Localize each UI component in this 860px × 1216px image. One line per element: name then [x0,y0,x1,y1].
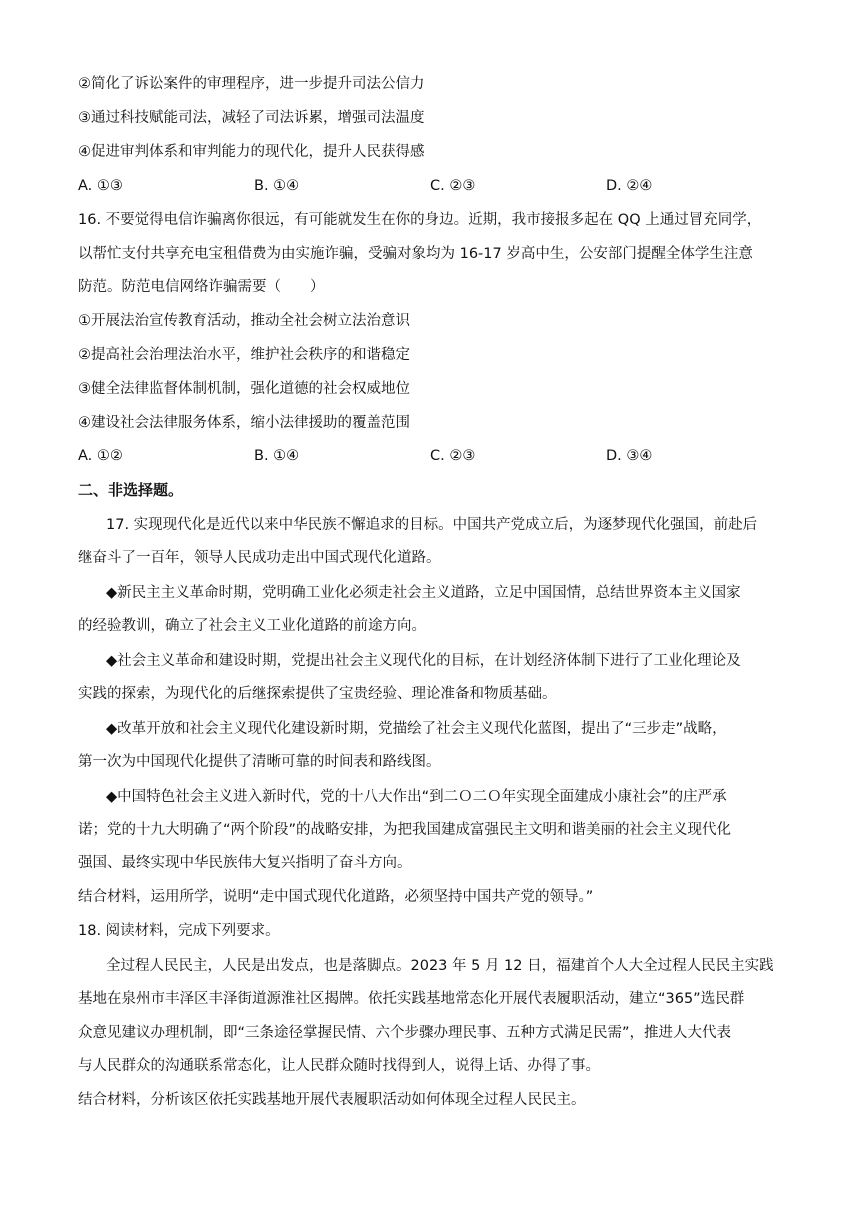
q18-line-1: 全过程人民民主，人民是出发点，也是落脚点。2023 年 5 月 12 日，福建首个人大全过程人民民主实践 [106,958,774,974]
q15-option-b: B. ①④ [254,178,300,194]
q16-stem-line-2: 以帮忙支付共享充电宝租借费为由实施诈骗，受骗对象均为 16-17 岁高中生，公安部门提醒全体学生注意 [78,246,753,262]
q17-line-8: 第一次为中国现代化提供了清晰可靠的时间表和路线图。 [78,754,441,770]
q16-item-4: ④建设社会法律服务体系，缩小法律援助的覆盖范围 [78,415,410,431]
q17-line-2: 继奋斗了一百年，领导人民成功走出中国式现代化道路。 [78,550,441,566]
q17-line-4: 的经验教训，确立了社会主义工业化道路的前途方向。 [78,618,426,634]
q15-option-c: C. ②③ [430,178,476,194]
q16-option-d: D. ③④ [606,448,653,464]
q16-item-3: ③健全法律监督体制机制，强化道德的社会权威地位 [78,381,410,397]
q17-line-6: 实践的探索，为现代化的后继探索提供了宝贵经验、理论准备和物质基础。 [78,686,557,702]
q16-option-c: C. ②③ [430,448,476,464]
q15-item-3: ③通过科技赋能司法，减轻了司法诉累，增强司法温度 [78,110,425,126]
q16-option-a: A. ①② [78,448,123,464]
q16-item-2: ②提高社会治理法治水平，维护社会秩序的和谐稳定 [78,347,410,363]
q16-stem-line-3: 防范。防范电信网络诈骗需要（ ） [78,279,325,295]
q15-option-d: D. ②④ [606,178,653,194]
q17-line-11: 强国、最终实现中华民族伟大复兴指明了奋斗方向。 [78,855,412,871]
q17-question: 结合材料，运用所学，说明“走中国式现代化道路，必须坚持中国共产党的领导。” [78,889,594,905]
q18-line-4: 与人民群众的沟通联系常态化，让人民群众随时找得到人，说得上话、办得了事。 [78,1058,600,1074]
q15-option-a: A. ①③ [78,178,123,194]
q15-item-4: ④促进审判体系和审判能力的现代化，提升人民获得感 [78,144,425,160]
q18-question: 结合材料，分析该区依托实践基地开展代表履职活动如何体现全过程人民民主。 [78,1092,586,1108]
q17-line-3: ◆新民主主义革命时期，党明确工业化必须走社会主义道路，立足中国国情，总结世界资本主义国家 [106,585,741,601]
q17-line-5: ◆社会主义革命和建设时期，党提出社会主义现代化的目标，在计划经济体制下进行了工业化理论及 [106,653,741,669]
q18-line-3: 众意见建议办理机制，即“三条途径掌握民情、六个步骤办理民事、五种方式满足民需”，推进人大代表 [78,1025,732,1041]
q15-item-2: ②简化了诉讼案件的审理程序，进一步提升司法公信力 [78,76,425,92]
q17-line-9: ◆中国特色社会主义进入新时代，党的十八大作出“到二Ｏ二Ｏ年实现全面建成小康社会”的庄严承 [106,789,727,805]
q16-stem-line-1: 16. 不要觉得电信诈骗离你很远，有可能就发生在你的身边。近期，我市接报多起在 QQ 上通过冒充同学， [78,212,762,228]
q17-line-10: 诺；党的十九大明确了“两个阶段”的战略安排，为把我国建成富强民主文明和谐美丽的社会主义现代化 [78,822,732,838]
section-2-heading: 二、非选择题。 [78,481,184,499]
q17-line-7: ◆改革开放和社会主义现代化建设新时期，党描绘了社会主义现代化蓝图，提出了“三步走”战略， [106,721,727,737]
q18-stem: 18. 阅读材料，完成下列要求。 [78,923,280,939]
q16-option-b: B. ①④ [254,448,300,464]
q16-item-1: ①开展法治宣传教育活动，推动全社会树立法治意识 [78,313,410,329]
q17-line-1: 17. 实现现代化是近代以来中华民族不懈追求的目标。中国共产党成立后，为逐梦现代化强国，前赴后 [106,517,758,533]
q18-line-2: 基地在泉州市丰泽区丰泽街道源淮社区揭牌。依托实践基地常态化开展代表履职活动，建立“365”选民群 [78,991,745,1007]
